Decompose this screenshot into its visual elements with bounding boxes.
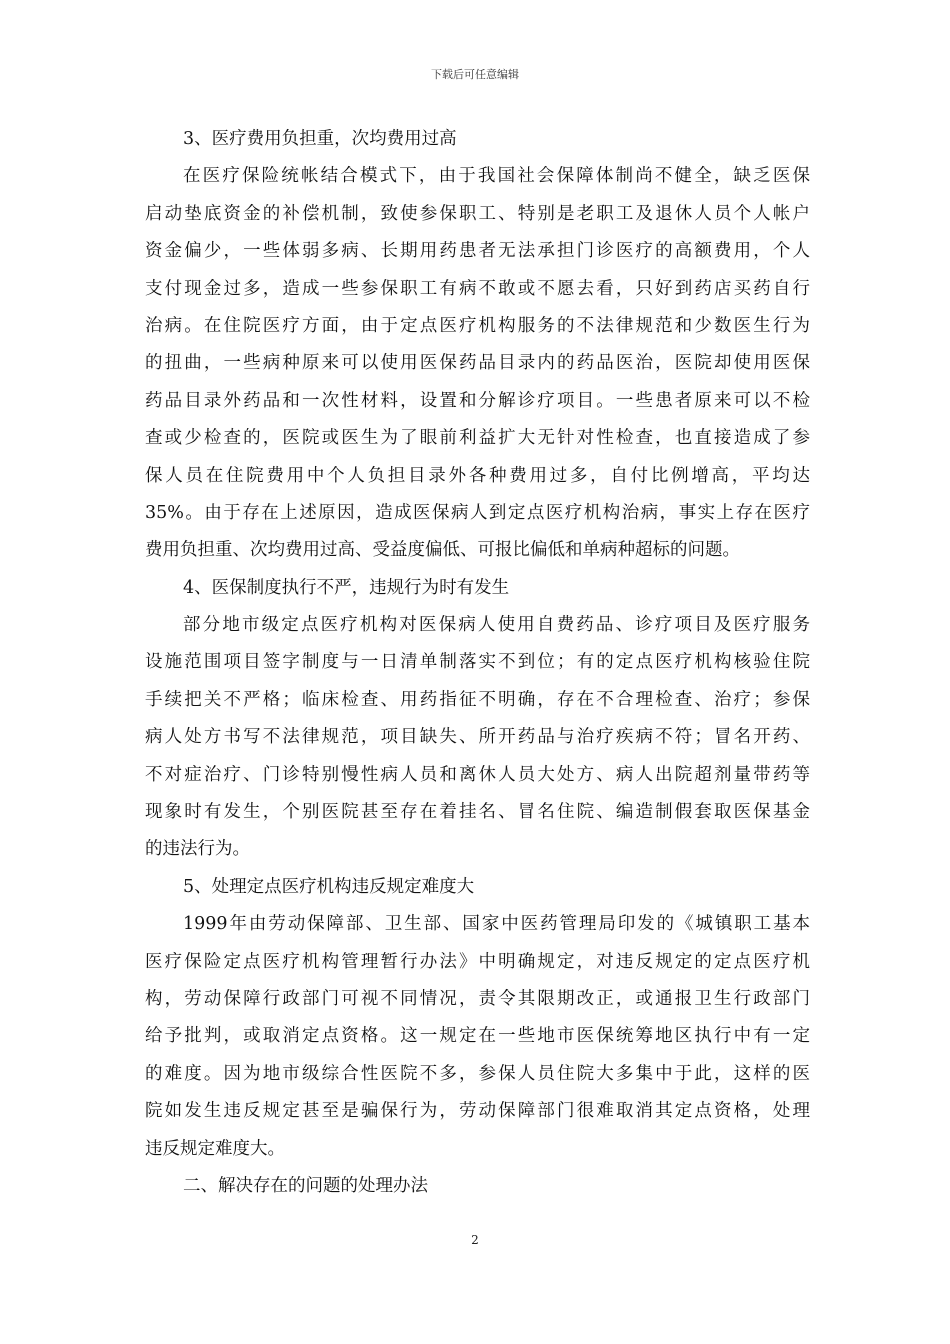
text-line: 违反规定难度大。: [145, 1138, 285, 1159]
text-line: 现象时有发生，个别医院甚至存在着挂名、冒名住院、编造制假套取医保基金: [145, 802, 810, 823]
text-line: 手续把关不严格；临床检查、用药指征不明确，存在不合理检查、治疗；参保: [145, 689, 810, 710]
text-line: 资金偏少，一些体弱多病、长期用药患者无法承担门诊医疗的高额费用，个人: [145, 241, 810, 262]
text-line: 医疗保险定点医疗机构管理暂行办法》中明确规定，对违反规定的定点医疗机: [145, 951, 810, 972]
text-line: 药品目录外药品和一次性材料，设置和分解诊疗项目。一些患者原来可以不检: [145, 390, 810, 411]
text-line: 查或少检查的，医院或医生为了眼前利益扩大无针对性检查，也直接造成了参: [145, 428, 810, 449]
text-line: 病人处方书写不法律规范，项目缺失、所开药品与治疗疾病不符；冒名开药、: [145, 727, 810, 748]
text-line: 部分地市级定点医疗机构对医保病人使用自费药品、诊疗项目及医疗服务: [183, 615, 810, 636]
page-number: 2: [471, 1233, 479, 1247]
text-line: 的违法行为。: [145, 839, 250, 860]
text-line: 给予批判，或取消定点资格。这一规定在一些地市医保统筹地区执行中有一定: [145, 1026, 810, 1047]
document-body: [145, 128, 810, 1212]
text-line: 1999年由劳动保障部、卫生部、国家中医药管理局印发的《城镇职工基本: [183, 914, 810, 935]
text-line: 设施范围项目签字制度与一日清单制落实不到位；有的定点医疗机构核验住院: [145, 652, 810, 673]
text-line: 不对症治疗、门诊特别慢性病人员和离休人员大处方、病人出院超剂量带药等: [145, 764, 810, 785]
section-heading: 4、医保制度执行不严，违规行为时有发生: [183, 577, 510, 598]
text-line: 在医疗保险统帐结合模式下，由于我国社会保障体制尚不健全，缺乏医保: [183, 166, 810, 187]
text-line: 构，劳动保障行政部门可视不同情况，责令其限期改正，或通报卫生行政部门: [145, 988, 810, 1009]
text-line: 治病。在住院医疗方面，由于定点医疗机构服务的不法律规范和少数医生行为: [145, 315, 810, 336]
page-header: 下载后可任意编辑: [431, 68, 519, 81]
text-line: 支付现金过多，造成一些参保职工有病不敢或不愿去看，只好到药店买药自行: [145, 278, 810, 299]
text-line: 启动垫底资金的补偿机制，致使参保职工、特别是老职工及退休人员个人帐户: [145, 203, 810, 224]
text-line: 的扭曲，一些病种原来可以使用医保药品目录内的药品医治，医院却使用医保: [145, 353, 810, 374]
text-line: 保人员在住院费用中个人负担目录外各种费用过多，自付比例增高，平均达: [145, 465, 810, 486]
section-heading: 5、处理定点医疗机构违反规定难度大: [183, 876, 475, 897]
text-line: 的难度。因为地市级综合性医院不多，参保人员住院大多集中于此，这样的医: [145, 1063, 810, 1084]
text-line: 35%。由于存在上述原因，造成医保病人到定点医疗机构治病，事实上存在医疗: [145, 502, 810, 523]
text-line: 院如发生违反规定甚至是骗保行为，劳动保障部门很难取消其定点资格，处理: [145, 1101, 810, 1122]
section-heading: 二、解决存在的问题的处理办法: [183, 1175, 428, 1196]
section-heading: 3、医疗费用负担重，次均费用过高: [183, 129, 457, 149]
text-line: 费用负担重、次均费用过高、受益度偏低、可报比偏低和单病种超标的问题。: [145, 540, 740, 561]
